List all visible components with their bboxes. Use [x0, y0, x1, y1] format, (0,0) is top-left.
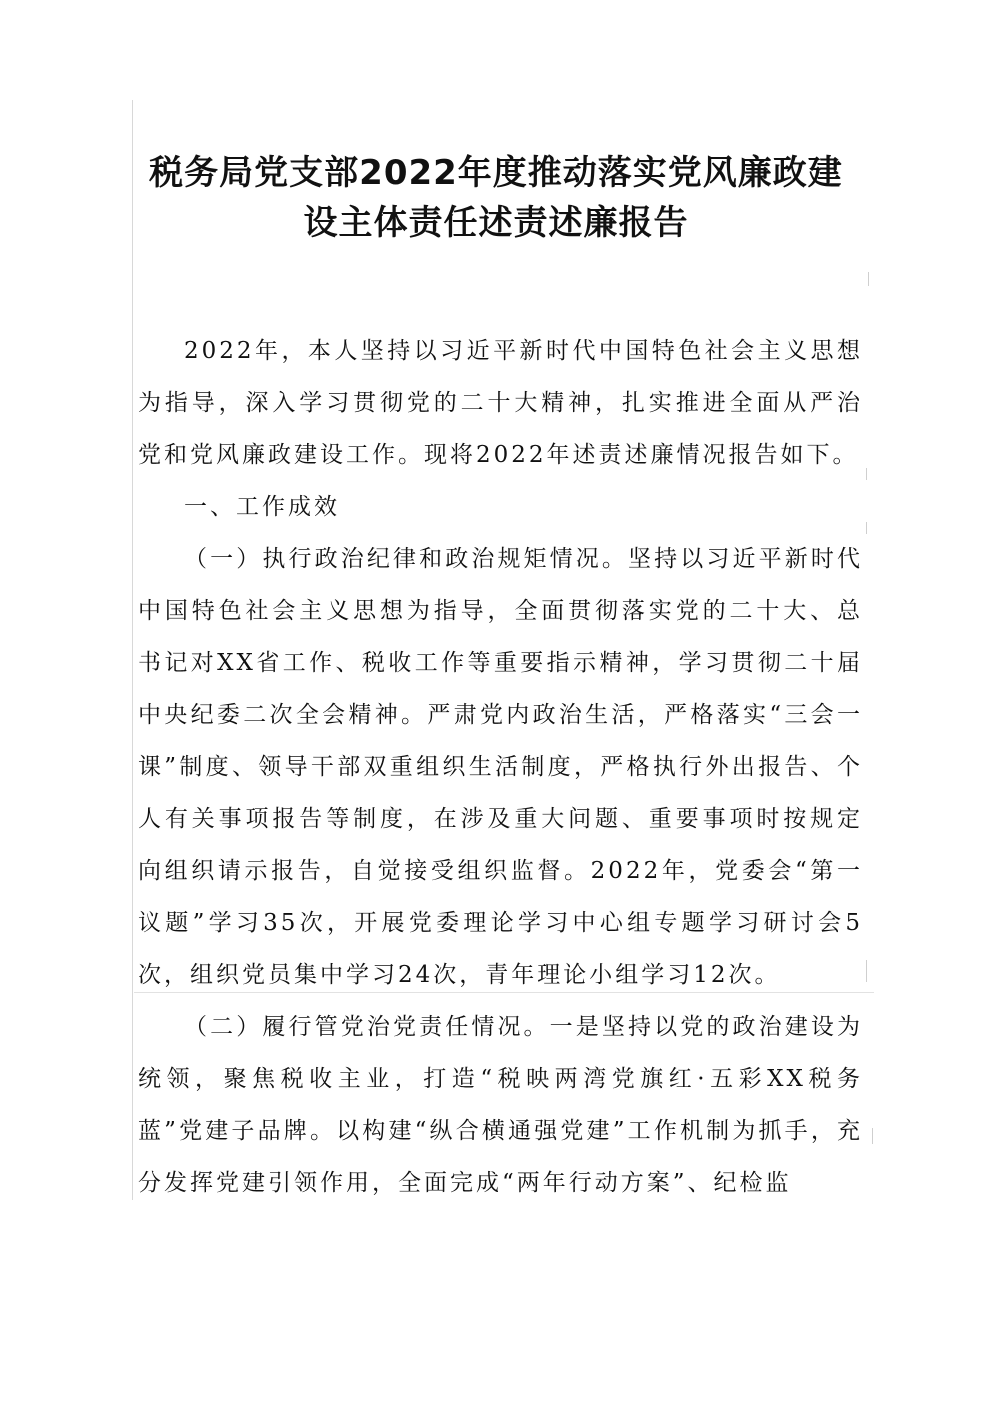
- paragraph-party-governance: （二）履行管党治党责任情况。一是坚持以党的政治建设为统领，聚焦税收主业，打造“税映两湾党旗红·五彩XX税务蓝”党建子品牌。以构建“纵合横通强党建”工作机制为抓手，充分发挥党建引领作用，全面完成“两年行动方案”、纪检监: [138, 1014, 863, 1196]
- right-margin-tick: [866, 960, 867, 982]
- paragraph-political-discipline: （一）执行政治纪律和政治规矩情况。坚持以习近平新时代中国特色社会主义思想为指导，全面贯彻落实党的二十大、总书记对XX省工作、税收工作等重要指示精神，学习贯彻二十届中央纪委二次全会精神。严肃党内政治生活，严格落实“三会一课”制度、领导干部双重组织生活制度，严格执行外出报告、个人有关事项报告等制度，在涉及重大问题、重要事项时按规定向组织请示报告，自觉接受组织监督。2022年，党委会“第一议题”学习35次，开展党委理论学习中心组专题学习研讨会5次，组织党员集中学习24次，青年理论小组学习12次。: [138, 546, 863, 988]
- document-title: [100, 148, 892, 248]
- right-margin-tick: [872, 1128, 873, 1144]
- paragraph-intro: 2022年，本人坚持以习近平新时代中国特色社会主义思想为指导，深入学习贯彻党的二十大精神，扎实推进全面从严治党和党风廉政建设工作。现将2022年述责述廉情况报告如下。: [138, 338, 863, 468]
- title-line-1: 税务局党支部2022年度推动落实党风廉政建: [149, 153, 843, 193]
- right-margin-tick: [868, 272, 869, 286]
- right-margin-tick: [866, 522, 867, 534]
- left-margin-line: [132, 100, 133, 1200]
- title-line-2: 设主体责任述责述廉报告: [303, 203, 689, 243]
- right-margin-tick: [866, 468, 867, 480]
- document-body: [138, 325, 863, 1209]
- section-heading: 一、工作成效: [184, 494, 340, 520]
